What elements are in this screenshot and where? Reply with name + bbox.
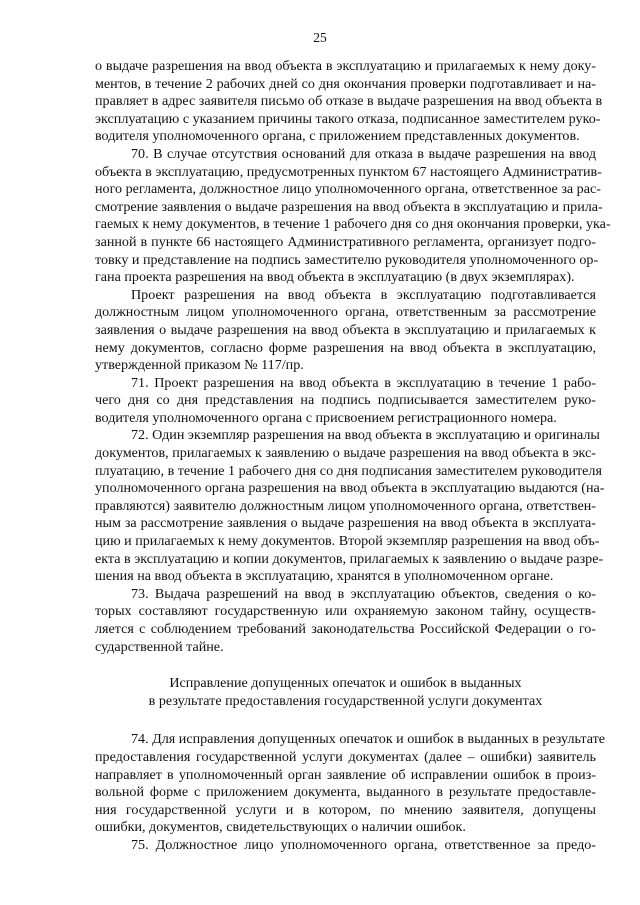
paragraph-item-71 [95, 375, 596, 428]
text-line: 75. Должностное лицо уполномоченного органа, ответственное за предо- [131, 836, 596, 853]
text-line: документов, прилагаемых к заявлению о выдаче разрешения на ввод объекта в экс- [95, 445, 596, 462]
text-line: уполномоченного органа разрешения на ввод объекта в эксплуатацию выдаются (на- [95, 480, 605, 497]
text-line: чего дня со дня представления на подпись подписывается заместителем руко- [95, 392, 596, 409]
section-heading-line: в результате предоставления государственной услуги документах [148, 692, 543, 709]
text-line: ошибки, документов, свидетельствующих о наличии ошибок. [95, 819, 466, 836]
paragraph-item-72 [95, 427, 605, 585]
paragraph-item-70 [95, 145, 611, 287]
text-line: товку и представление на подпись заместителю руководителя уполномоченного ор- [95, 251, 599, 268]
text-line: 72. Один экземпляр разрешения на ввод объекта в эксплуатацию и оригиналы [131, 427, 600, 444]
text-line: смотрение заявления о выдаче разрешения на ввод объекта в эксплуатацию и прила- [95, 198, 603, 215]
section-heading-line: Исправление допущенных опечаток и ошибок в выданных [169, 675, 522, 692]
text-line: 71. Проект разрешения на ввод объекта в эксплуатацию в течение 1 рабо- [131, 374, 596, 391]
text-line: 74. Для исправления допущенных опечаток и ошибок в выданных в результате [131, 731, 606, 748]
text-line: эксплуатацию с указанием причины такого отказа, подписанное заместителем руко- [95, 110, 601, 127]
text-line: плуатацию, в течение 1 рабочего дня со дня подписания заместителем руководителя [95, 462, 602, 479]
paragraph-item-74 [95, 731, 606, 837]
section-heading [95, 675, 596, 710]
paragraph-item-73 [95, 586, 596, 656]
page-number: 25 [313, 30, 327, 45]
paragraph-project [95, 287, 596, 375]
text-line: ным за рассмотрение заявления о выдаче разрешения на ввод объекта в эксплуата- [95, 515, 596, 532]
text-line: шения на ввод объекта в эксплуатацию, хранятся в уполномоченном органе. [95, 568, 554, 585]
text-line: цию и прилагаемых к нему документов. Второй экземпляр разрешения на ввод объ- [95, 533, 600, 550]
text-line: ного регламента, должностное лицо уполномоченного органа, ответственное за рас- [95, 181, 601, 198]
paragraph-continuation [95, 58, 603, 146]
text-line: утвержденной приказом № 117/пр. [95, 357, 304, 374]
text-line: ментов, в течение 2 рабочих дней со дня окончания проверки подготавливает и на- [95, 75, 596, 92]
text-line: торых составляют государственную или охраняемую законом тайну, осуществ- [95, 603, 596, 620]
text-line: сударственной тайне. [95, 638, 224, 655]
text-line: вольной форме с приложением документа, выданного в результате предоставле- [95, 784, 596, 801]
text-line: должностным лицом уполномоченного органа, ответственным за рассмотрение [95, 304, 596, 321]
text-line: нему документов, согласно форме разрешения на ввод объекта в эксплуатацию, [95, 339, 596, 356]
text-line: Проект разрешения на ввод объекта в эксплуатацию подготавливается [131, 286, 596, 303]
document-body [95, 58, 611, 855]
text-line: водителя уполномоченного органа с присвоением регистрационного номера. [95, 409, 557, 426]
text-line: ляется с соблюдением требований законодательства Российской Федерации о го- [95, 621, 596, 637]
text-line: предоставления государственной услуги документах (далее – ошибки) заявитель [95, 748, 596, 765]
text-line: гаемых к нему документов, в течение 1 рабочего дня со дня окончания проверки, ука- [95, 216, 611, 233]
text-line: екта в эксплуатацию и копии документов, прилагаемых к заявлению о выдаче разре- [95, 550, 604, 567]
text-line: гана проекта разрешения на ввод объекта в эксплуатацию (в двух экземплярах). [95, 269, 575, 286]
text-line: 70. В случае отсутствия оснований для отказа в выдаче разрешения на ввод [131, 145, 596, 162]
text-line: 73. Выдача разрешений на ввод в эксплуатацию объектов, сведения о ко- [131, 585, 596, 602]
text-line: заявления о выдаче разрешения на ввод объекта в эксплуатацию и прилагаемых к [95, 321, 596, 338]
paragraph-item-75 [95, 837, 596, 855]
text-line: ния государственной услуги и в котором, по мнению заявителя, допущены [95, 801, 596, 818]
text-line: объекта в эксплуатацию, предусмотренных пунктом 67 настоящего Административ- [95, 163, 602, 180]
text-line: правляет в адрес заявителя письмо об отказе в выдаче разрешения на ввод объекта в [95, 93, 603, 110]
text-line: направляет в уполномоченный орган заявление об исправлении ошибок в произ- [95, 766, 596, 783]
text-line: правляются) заявителю должностным лицом уполномоченного органа, ответствен- [95, 497, 596, 514]
text-line: о выдаче разрешения на ввод объекта в эксплуатацию и прилагаемых к нему доку- [95, 58, 596, 74]
text-line: водителя уполномоченного органа, с приложением представленных документов. [95, 128, 580, 145]
text-line: занной в пункте 66 настоящего Административного регламента, организует подго- [95, 233, 596, 250]
